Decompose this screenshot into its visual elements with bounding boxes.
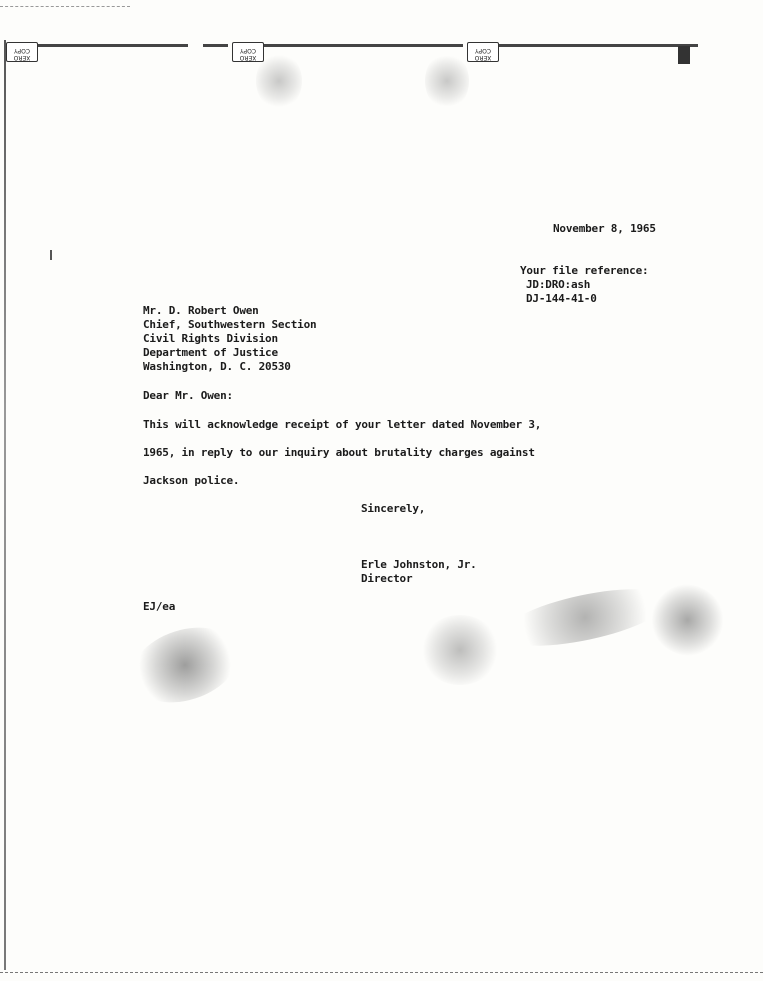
file-reference-label: Your file reference: (520, 264, 649, 277)
scan-noise (425, 52, 469, 110)
scan-smudge (420, 615, 500, 685)
signer-name: Erle Johnston, Jr. (361, 558, 477, 571)
recipient-line: Department of Justice (143, 346, 278, 359)
scan-bottom-edge (0, 972, 763, 973)
recipient-line: Mr. D. Robert Owen (143, 304, 259, 317)
body-line: Jackson police. (143, 474, 240, 487)
signer-title: Director (361, 572, 413, 585)
binder-clip (678, 46, 690, 64)
scan-smudge (639, 572, 737, 667)
xero-copy-stamp: XERO COPY (6, 42, 38, 62)
scan-mark (50, 250, 52, 260)
recipient-line: Washington, D. C. 20530 (143, 360, 291, 373)
scan-smudge (122, 615, 248, 716)
binder-strip (8, 40, 696, 50)
letter-date: November 8, 1965 (553, 222, 656, 235)
scan-top-edge (0, 6, 130, 7)
typist-initials: EJ/ea (143, 600, 176, 613)
salutation: Dear Mr. Owen: (143, 389, 233, 402)
body-line: This will acknowledge receipt of your letter dated November 3, (143, 418, 542, 431)
body-line: 1965, in reply to our inquiry about brutality charges against (143, 446, 535, 459)
scan-noise (256, 52, 302, 110)
recipient-line: Civil Rights Division (143, 332, 278, 345)
file-reference-line: DJ-144-41-0 (526, 292, 597, 305)
scan-smudge (497, 578, 673, 657)
closing: Sincerely, (361, 502, 426, 515)
xero-copy-stamp: XERO COPY (232, 42, 264, 62)
recipient-line: Chief, Southwestern Section (143, 318, 317, 331)
scan-left-edge (4, 40, 6, 970)
xero-copy-stamp: XERO COPY (467, 42, 499, 62)
file-reference-line: JD:DRO:ash (526, 278, 591, 291)
